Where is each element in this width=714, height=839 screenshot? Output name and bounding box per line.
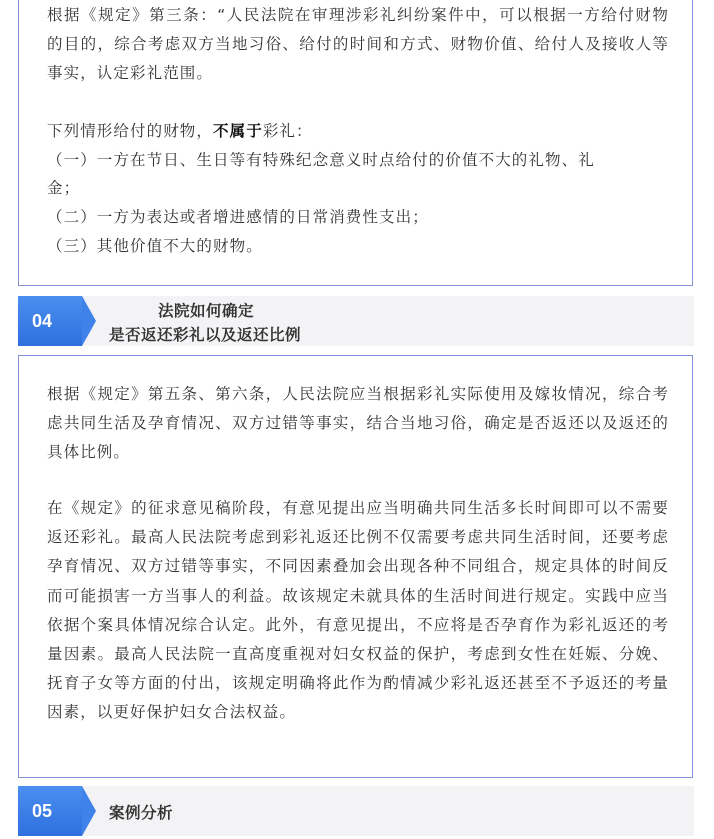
section-title: 案例分析 [109,804,174,822]
section-header-05 [18,786,694,836]
section-title-line-2: 是否返还彩礼以及返还比例 [109,326,302,344]
exclusion-intro-post: 彩礼： [262,122,313,140]
section-header-04 [18,296,694,346]
exclusion-intro-bold: 不属于 [213,122,263,140]
section-tab-arrow [82,786,96,836]
content-box-article-3 [18,0,693,286]
exclusion-item-1-line-2: 金； [47,179,81,197]
content-box-return-ratio [18,355,693,778]
exclusion-intro [47,119,313,141]
drafting-notes-paragraph: 在《规定》的征求意见稿阶段，有意见提出应当明确共同生活多长时间即可以不需要返还彩礼。最高人民法院考虑到彩礼返还比例不仅需要考虑共同生活时间，还要考虑孕育情况、双方过错等事实，不同因素叠加会出现各种不同组合，规定具体的时间反而可能损害一方当事人的利益。故该规定未就具体的生活时间进行规定。实践中应当依据个案具体情况综合认定。此外，有意见提出，不应将是否孕育作为彩礼返还的考量因素。最高人民法院一直高度重视对妇女权益的保护，考虑到女性在妊娠、分娩、抚育子女等方面的付出，该规定明确将此作为酌情减少彩礼返还甚至不予返还的考量因素，以更好保护妇女合法权益。 [47,499,669,722]
return-rule-paragraph: 根据《规定》第五条、第六条，人民法院应当根据彩礼实际使用及嫁妆情况，综合考虑共同生活及孕育情况、双方过错等事实，结合当地习俗，确定是否返还以及返还的具体比例。 [47,385,669,462]
section-number: 04 [31,311,53,331]
section-tab-arrow [82,296,96,346]
section-number-tab [18,786,82,836]
section-number-tab [18,296,82,346]
exclusion-intro-pre: 下列情形给付的财物， [47,122,214,140]
article-3-paragraph: 根据《规定》第三条：“人民法院在审理涉彩礼纠纷案件中，可以根据一方给付财物的目的，综合考虑双方当地习俗、给付的时间和方式、财物价值、给付人及接收人等事实，认定彩礼范围。 [47,6,669,83]
section-title-line-1: 法院如何确定 [158,302,255,320]
exclusion-item-2: （二）一方为表达或者增进感情的日常消费性支出； [47,208,429,226]
exclusion-item-1-line-1: （一）一方在节日、生日等有特殊纪念意义时点给付的价值不大的礼物、礼 [47,151,595,169]
section-number: 05 [31,801,53,821]
exclusion-item-3: （三）其他价值不大的财物。 [47,237,263,255]
